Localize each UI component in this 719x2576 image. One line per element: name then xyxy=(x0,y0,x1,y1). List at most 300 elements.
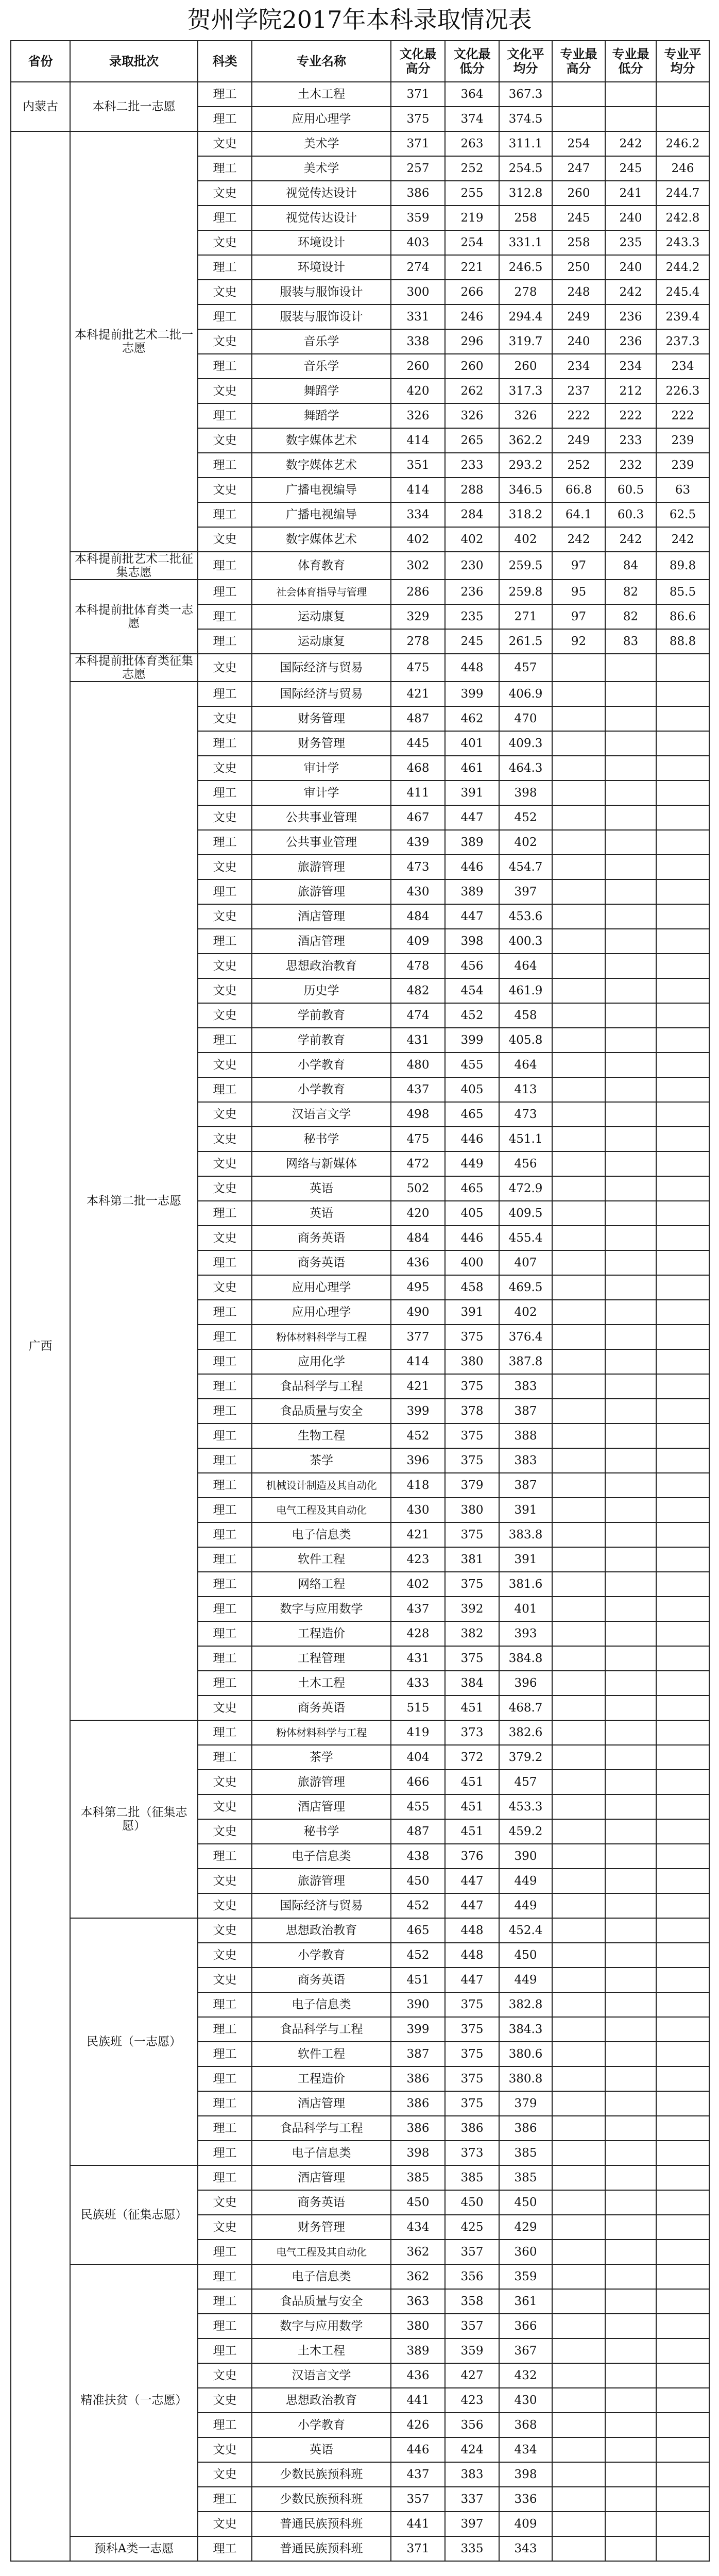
major-cell: 审计学 xyxy=(252,781,391,805)
pro-max-cell xyxy=(552,731,605,756)
culture-min-cell: 456 xyxy=(445,954,499,978)
subject-cell: 理工 xyxy=(198,580,252,604)
culture-avg-cell: 362.2 xyxy=(499,428,552,453)
pro-max-cell xyxy=(552,2190,605,2215)
culture-min-cell: 451 xyxy=(445,1819,499,1844)
culture-max-cell: 484 xyxy=(391,1226,445,1250)
culture-max-cell: 455 xyxy=(391,1794,445,1819)
culture-min-cell: 451 xyxy=(445,1696,499,1720)
major-cell: 电气工程及其自动化 xyxy=(252,1498,391,1522)
pro-avg-cell xyxy=(656,682,709,706)
pro-min-cell: 242 xyxy=(605,131,656,156)
pro-max-cell xyxy=(552,1992,605,2017)
pro-avg-cell xyxy=(656,1077,709,1102)
pro-min-cell xyxy=(605,2240,656,2264)
pro-max-cell: 64.1 xyxy=(552,502,605,527)
subject-cell: 理工 xyxy=(198,502,252,527)
batch-cell: 本科第二批（征集志愿） xyxy=(70,1720,198,1918)
major-cell: 电子信息类 xyxy=(252,1992,391,2017)
culture-min-cell: 391 xyxy=(445,1300,499,1325)
culture-max-cell: 452 xyxy=(391,1893,445,1918)
culture-max-cell: 421 xyxy=(391,1374,445,1399)
subject-cell: 理工 xyxy=(198,1028,252,1053)
major-cell: 食品科学与工程 xyxy=(252,2017,391,2042)
pro-avg-cell: 62.5 xyxy=(656,502,709,527)
major-cell: 思想政治教育 xyxy=(252,2388,391,2413)
pro-avg-cell xyxy=(656,2116,709,2141)
pro-avg-cell xyxy=(656,1498,709,1522)
major-cell: 商务英语 xyxy=(252,1968,391,1992)
subject-cell: 理工 xyxy=(198,604,252,629)
culture-min-cell: 397 xyxy=(445,2512,499,2536)
pro-min-cell xyxy=(605,2314,656,2338)
pro-min-cell: 60.3 xyxy=(605,502,656,527)
culture-max-cell: 515 xyxy=(391,1696,445,1720)
pro-min-cell xyxy=(605,1275,656,1300)
batch-cell: 预科A类一志愿 xyxy=(70,2536,198,2561)
culture-max-cell: 428 xyxy=(391,1621,445,1646)
culture-avg-cell: 246.5 xyxy=(499,255,552,280)
pro-min-cell xyxy=(605,1349,656,1374)
pro-max-cell xyxy=(552,1077,605,1102)
culture-min-cell: 245 xyxy=(445,629,499,654)
pro-avg-cell xyxy=(656,706,709,731)
pro-max-cell xyxy=(552,855,605,879)
culture-avg-cell: 390 xyxy=(499,1844,552,1869)
pro-avg-cell xyxy=(656,1448,709,1473)
culture-min-cell: 376 xyxy=(445,1844,499,1869)
subject-cell: 文史 xyxy=(198,428,252,453)
culture-min-cell: 447 xyxy=(445,1893,499,1918)
major-cell: 财务管理 xyxy=(252,2215,391,2240)
major-cell: 视觉传达设计 xyxy=(252,206,391,230)
culture-min-cell: 375 xyxy=(445,1374,499,1399)
pro-max-cell xyxy=(552,2388,605,2413)
culture-min-cell: 375 xyxy=(445,2066,499,2091)
culture-min-cell: 465 xyxy=(445,1176,499,1201)
subject-cell: 文史 xyxy=(198,1127,252,1151)
major-cell: 旅游管理 xyxy=(252,879,391,904)
major-cell: 学前教育 xyxy=(252,1003,391,1028)
culture-avg-cell: 294.4 xyxy=(499,304,552,329)
major-cell: 数字媒体艺术 xyxy=(252,527,391,552)
subject-cell: 理工 xyxy=(198,2289,252,2314)
pro-avg-cell: 89.8 xyxy=(656,552,709,580)
pro-avg-cell xyxy=(656,1127,709,1151)
pro-avg-cell xyxy=(656,1968,709,1992)
pro-max-cell: 248 xyxy=(552,280,605,304)
culture-max-cell: 465 xyxy=(391,1918,445,1943)
culture-min-cell: 375 xyxy=(445,2091,499,2116)
major-cell: 粉体材料科学与工程 xyxy=(252,1325,391,1349)
major-cell: 酒店管理 xyxy=(252,1794,391,1819)
culture-avg-cell: 383 xyxy=(499,1374,552,1399)
major-cell: 审计学 xyxy=(252,756,391,781)
culture-max-cell: 502 xyxy=(391,1176,445,1201)
culture-min-cell: 448 xyxy=(445,654,499,682)
subject-cell: 文史 xyxy=(198,2215,252,2240)
subject-cell: 文史 xyxy=(198,1176,252,1201)
subject-cell: 理工 xyxy=(198,2165,252,2190)
culture-max-cell: 386 xyxy=(391,181,445,206)
subject-cell: 理工 xyxy=(198,929,252,954)
pro-avg-cell xyxy=(656,1794,709,1819)
pro-max-cell xyxy=(552,879,605,904)
culture-avg-cell: 409 xyxy=(499,2512,552,2536)
pro-max-cell xyxy=(552,1547,605,1572)
culture-max-cell: 420 xyxy=(391,1201,445,1226)
subject-cell: 文史 xyxy=(198,855,252,879)
pro-min-cell xyxy=(605,1819,656,1844)
pro-min-cell xyxy=(605,1448,656,1473)
culture-avg-cell: 398 xyxy=(499,781,552,805)
pro-min-cell xyxy=(605,855,656,879)
pro-min-cell xyxy=(605,1597,656,1621)
pro-avg-cell xyxy=(656,2240,709,2264)
pro-max-cell xyxy=(552,1745,605,1770)
pro-max-cell xyxy=(552,954,605,978)
major-cell: 机械设计制造及其自动化 xyxy=(252,1473,391,1498)
pro-max-cell: 97 xyxy=(552,552,605,580)
pro-min-cell xyxy=(605,2413,656,2437)
subject-cell: 文史 xyxy=(198,706,252,731)
culture-avg-cell: 382.6 xyxy=(499,1720,552,1745)
major-cell: 小学教育 xyxy=(252,2413,391,2437)
pro-min-cell xyxy=(605,2190,656,2215)
culture-avg-cell: 453.3 xyxy=(499,1794,552,1819)
pro-min-cell xyxy=(605,731,656,756)
subject-cell: 理工 xyxy=(198,1597,252,1621)
culture-max-cell: 274 xyxy=(391,255,445,280)
culture-max-cell: 389 xyxy=(391,2338,445,2363)
major-cell: 公共事业管理 xyxy=(252,805,391,830)
pro-min-cell xyxy=(605,1176,656,1201)
major-cell: 少数民族预科班 xyxy=(252,2487,391,2512)
culture-min-cell: 375 xyxy=(445,1522,499,1547)
pro-min-cell xyxy=(605,1770,656,1794)
culture-min-cell: 335 xyxy=(445,2536,499,2561)
culture-min-cell: 382 xyxy=(445,1621,499,1646)
subject-cell: 文史 xyxy=(198,181,252,206)
subject-cell: 文史 xyxy=(198,1893,252,1918)
culture-max-cell: 423 xyxy=(391,1547,445,1572)
pro-min-cell xyxy=(605,1893,656,1918)
pro-max-cell: 249 xyxy=(552,428,605,453)
subject-cell: 理工 xyxy=(198,731,252,756)
pro-min-cell: 232 xyxy=(605,453,656,478)
pro-min-cell xyxy=(605,904,656,929)
culture-max-cell: 495 xyxy=(391,1275,445,1300)
major-cell: 运动康复 xyxy=(252,629,391,654)
culture-max-cell: 386 xyxy=(391,2116,445,2141)
pro-max-cell xyxy=(552,2289,605,2314)
pro-min-cell: 242 xyxy=(605,527,656,552)
culture-min-cell: 447 xyxy=(445,904,499,929)
culture-min-cell: 400 xyxy=(445,1250,499,1275)
pro-avg-cell xyxy=(656,2314,709,2338)
subject-cell: 理工 xyxy=(198,255,252,280)
culture-min-cell: 265 xyxy=(445,428,499,453)
culture-min-cell: 446 xyxy=(445,1226,499,1250)
subject-cell: 理工 xyxy=(198,2536,252,2561)
subject-cell: 理工 xyxy=(198,2413,252,2437)
pro-max-cell xyxy=(552,1893,605,1918)
batch-cell: 精准扶贫（一志愿） xyxy=(70,2264,198,2536)
pro-avg-cell xyxy=(656,1176,709,1201)
major-cell: 音乐学 xyxy=(252,354,391,379)
culture-min-cell: 392 xyxy=(445,1597,499,1621)
culture-min-cell: 423 xyxy=(445,2388,499,2413)
major-cell: 电子信息类 xyxy=(252,1522,391,1547)
culture-max-cell: 363 xyxy=(391,2289,445,2314)
subject-cell: 文史 xyxy=(198,131,252,156)
subject-cell: 理工 xyxy=(198,156,252,181)
major-cell: 国际经济与贸易 xyxy=(252,682,391,706)
pro-avg-cell xyxy=(656,2536,709,2561)
culture-avg-cell: 368 xyxy=(499,2413,552,2437)
pro-max-cell xyxy=(552,1770,605,1794)
header-row xyxy=(11,41,709,82)
major-cell: 财务管理 xyxy=(252,706,391,731)
culture-min-cell: 255 xyxy=(445,181,499,206)
pro-max-cell xyxy=(552,1423,605,1448)
major-cell: 汉语言文学 xyxy=(252,2363,391,2388)
pro-avg-cell xyxy=(656,1423,709,1448)
culture-avg-cell: 457 xyxy=(499,1770,552,1794)
culture-max-cell: 439 xyxy=(391,830,445,855)
pro-min-cell: 234 xyxy=(605,354,656,379)
culture-max-cell: 414 xyxy=(391,428,445,453)
culture-min-cell: 375 xyxy=(445,1992,499,2017)
pro-min-cell: 235 xyxy=(605,230,656,255)
major-cell: 电子信息类 xyxy=(252,2264,391,2289)
culture-min-cell: 380 xyxy=(445,1498,499,1522)
culture-min-cell: 386 xyxy=(445,2116,499,2141)
pro-avg-cell xyxy=(656,1992,709,2017)
pro-max-cell xyxy=(552,1819,605,1844)
major-cell: 软件工程 xyxy=(252,1547,391,1572)
pro-min-cell xyxy=(605,929,656,954)
major-cell: 数字媒体艺术 xyxy=(252,428,391,453)
pro-max-cell: 249 xyxy=(552,304,605,329)
pro-avg-cell xyxy=(656,2017,709,2042)
subject-cell: 理工 xyxy=(198,1671,252,1696)
subject-cell: 理工 xyxy=(198,1448,252,1473)
culture-avg-cell: 464.3 xyxy=(499,756,552,781)
pro-max-cell xyxy=(552,2363,605,2388)
pro-max-cell xyxy=(552,1968,605,1992)
subject-cell: 理工 xyxy=(198,304,252,329)
culture-min-cell: 357 xyxy=(445,2240,499,2264)
culture-avg-cell: 398 xyxy=(499,2462,552,2487)
subject-cell: 文史 xyxy=(198,2512,252,2536)
culture-max-cell: 409 xyxy=(391,929,445,954)
culture-avg-cell: 432 xyxy=(499,2363,552,2388)
major-cell: 粉体材料科学与工程 xyxy=(252,1720,391,1745)
culture-min-cell: 375 xyxy=(445,1423,499,1448)
major-cell: 网络与新媒体 xyxy=(252,1151,391,1176)
pro-max-cell xyxy=(552,1028,605,1053)
culture-max-cell: 399 xyxy=(391,1399,445,1423)
pro-min-cell: 60.5 xyxy=(605,478,656,502)
culture-min-cell: 374 xyxy=(445,107,499,131)
culture-min-cell: 391 xyxy=(445,781,499,805)
subject-cell: 理工 xyxy=(198,206,252,230)
pro-min-cell: 236 xyxy=(605,329,656,354)
pro-avg-cell: 246.2 xyxy=(656,131,709,156)
culture-min-cell: 375 xyxy=(445,1646,499,1671)
pro-avg-cell xyxy=(656,1819,709,1844)
pro-max-cell xyxy=(552,2487,605,2512)
major-cell: 美术学 xyxy=(252,156,391,181)
pro-avg-cell: 86.6 xyxy=(656,604,709,629)
subject-cell: 文史 xyxy=(198,756,252,781)
pro-min-cell xyxy=(605,830,656,855)
culture-min-cell: 448 xyxy=(445,1943,499,1968)
pro-max-cell xyxy=(552,1374,605,1399)
culture-min-cell: 262 xyxy=(445,379,499,403)
culture-min-cell: 252 xyxy=(445,156,499,181)
pro-min-cell xyxy=(605,2141,656,2165)
pro-min-cell xyxy=(605,1077,656,1102)
culture-min-cell: 447 xyxy=(445,805,499,830)
table-row xyxy=(11,2264,709,2289)
pro-min-cell xyxy=(605,1003,656,1028)
culture-max-cell: 300 xyxy=(391,280,445,304)
culture-avg-cell: 387.8 xyxy=(499,1349,552,1374)
batch-cell: 本科二批一志愿 xyxy=(70,82,198,131)
culture-avg-cell: 456 xyxy=(499,1151,552,1176)
subject-cell: 文史 xyxy=(198,2363,252,2388)
subject-cell: 文史 xyxy=(198,1968,252,1992)
culture-max-cell: 420 xyxy=(391,379,445,403)
pro-min-cell xyxy=(605,1399,656,1423)
culture-avg-cell: 458 xyxy=(499,1003,552,1028)
culture-max-cell: 437 xyxy=(391,1597,445,1621)
pro-avg-cell xyxy=(656,1547,709,1572)
pro-min-cell xyxy=(605,1498,656,1522)
table-row xyxy=(11,131,709,156)
culture-avg-cell: 396 xyxy=(499,1671,552,1696)
header-major: 专业名称 xyxy=(252,41,391,82)
culture-avg-cell: 450 xyxy=(499,1943,552,1968)
major-cell: 服装与服饰设计 xyxy=(252,280,391,304)
culture-avg-cell: 397 xyxy=(499,879,552,904)
pro-min-cell xyxy=(605,2462,656,2487)
pro-avg-cell xyxy=(656,1250,709,1275)
culture-max-cell: 380 xyxy=(391,2314,445,2338)
pro-min-cell xyxy=(605,1053,656,1077)
pro-avg-cell xyxy=(656,1745,709,1770)
culture-min-cell: 219 xyxy=(445,206,499,230)
pro-min-cell: 83 xyxy=(605,629,656,654)
culture-max-cell: 390 xyxy=(391,1992,445,2017)
pro-avg-cell xyxy=(656,855,709,879)
culture-min-cell: 389 xyxy=(445,879,499,904)
subject-cell: 文史 xyxy=(198,527,252,552)
subject-cell: 理工 xyxy=(198,2314,252,2338)
major-cell: 土木工程 xyxy=(252,82,391,107)
pro-avg-cell xyxy=(656,1399,709,1423)
culture-avg-cell: 452 xyxy=(499,805,552,830)
culture-avg-cell: 386 xyxy=(499,2116,552,2141)
major-cell: 茶学 xyxy=(252,1745,391,1770)
culture-max-cell: 473 xyxy=(391,855,445,879)
pro-min-cell xyxy=(605,2487,656,2512)
pro-min-cell xyxy=(605,682,656,706)
pro-avg-cell xyxy=(656,2338,709,2363)
subject-cell: 理工 xyxy=(198,1250,252,1275)
major-cell: 应用心理学 xyxy=(252,107,391,131)
subject-cell: 文史 xyxy=(198,1869,252,1893)
culture-max-cell: 475 xyxy=(391,654,445,682)
culture-avg-cell: 293.2 xyxy=(499,453,552,478)
culture-max-cell: 286 xyxy=(391,580,445,604)
culture-max-cell: 480 xyxy=(391,1053,445,1077)
pro-min-cell xyxy=(605,1869,656,1893)
major-cell: 网络工程 xyxy=(252,1572,391,1597)
culture-avg-cell: 402 xyxy=(499,1300,552,1325)
pro-max-cell xyxy=(552,2462,605,2487)
culture-min-cell: 399 xyxy=(445,682,499,706)
culture-avg-cell: 455.4 xyxy=(499,1226,552,1250)
header-culture-avg: 文化平均分 xyxy=(499,41,552,82)
pro-avg-cell xyxy=(656,1349,709,1374)
pro-avg-cell xyxy=(656,2066,709,2091)
pro-min-cell: 222 xyxy=(605,403,656,428)
pro-max-cell xyxy=(552,1176,605,1201)
culture-max-cell: 426 xyxy=(391,2413,445,2437)
pro-avg-cell xyxy=(656,1671,709,1696)
culture-max-cell: 414 xyxy=(391,1349,445,1374)
major-cell: 商务英语 xyxy=(252,1696,391,1720)
pro-min-cell xyxy=(605,1226,656,1250)
batch-cell: 本科提前批艺术二批征集志愿 xyxy=(70,552,198,580)
pro-avg-cell xyxy=(656,830,709,855)
culture-min-cell: 427 xyxy=(445,2363,499,2388)
culture-min-cell: 379 xyxy=(445,1473,499,1498)
pro-avg-cell xyxy=(656,1226,709,1250)
culture-min-cell: 405 xyxy=(445,1077,499,1102)
header-pro-max: 专业最高分 xyxy=(552,41,605,82)
major-cell: 酒店管理 xyxy=(252,2165,391,2190)
culture-min-cell: 375 xyxy=(445,1572,499,1597)
subject-cell: 理工 xyxy=(198,1844,252,1869)
pro-avg-cell xyxy=(656,1201,709,1226)
pro-max-cell xyxy=(552,1646,605,1671)
pro-avg-cell xyxy=(656,1028,709,1053)
subject-cell: 理工 xyxy=(198,2240,252,2264)
pro-avg-cell xyxy=(656,654,709,682)
culture-max-cell: 414 xyxy=(391,478,445,502)
culture-max-cell: 260 xyxy=(391,354,445,379)
culture-max-cell: 452 xyxy=(391,1943,445,1968)
pro-avg-cell xyxy=(656,1770,709,1794)
culture-min-cell: 356 xyxy=(445,2413,499,2437)
pro-max-cell xyxy=(552,929,605,954)
culture-avg-cell: 434 xyxy=(499,2437,552,2462)
subject-cell: 理工 xyxy=(198,1745,252,1770)
subject-cell: 文史 xyxy=(198,904,252,929)
subject-cell: 理工 xyxy=(198,2338,252,2363)
culture-max-cell: 484 xyxy=(391,904,445,929)
table-body xyxy=(11,82,709,2561)
culture-avg-cell: 278 xyxy=(499,280,552,304)
culture-max-cell: 441 xyxy=(391,2388,445,2413)
culture-max-cell: 402 xyxy=(391,527,445,552)
pro-avg-cell xyxy=(656,2363,709,2388)
subject-cell: 理工 xyxy=(198,682,252,706)
